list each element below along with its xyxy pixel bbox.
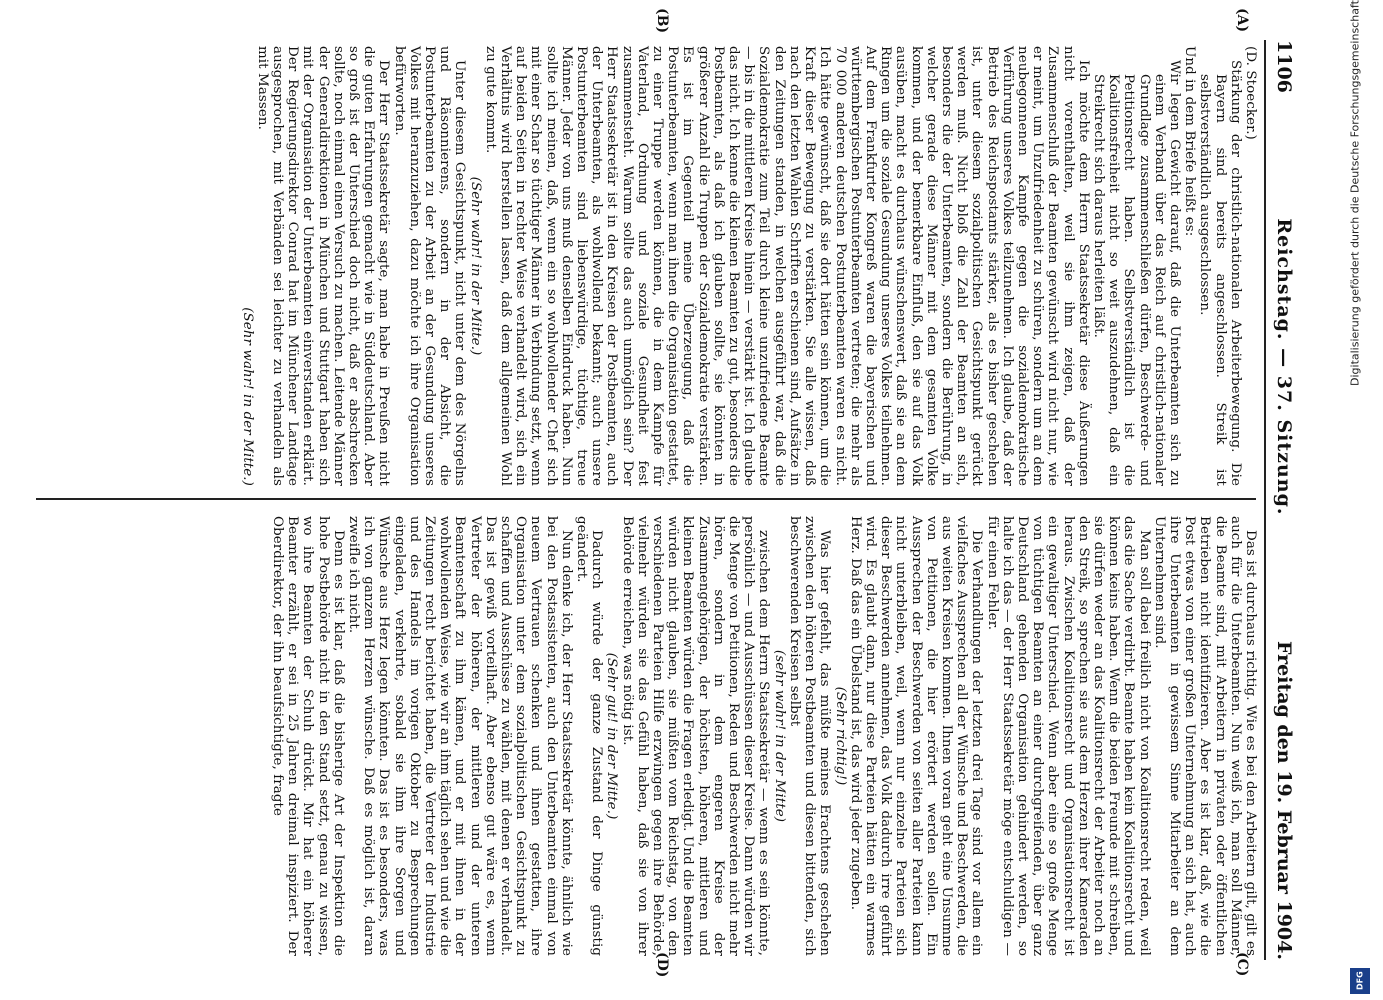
paragraph: Denn es ist klar, daß die bisherige Art der Inspektion die hohe Postbehörde nicht in den Stand setzt, genau zu wissen, wo ihre Beamten der Schuh drückt. Mir hat ein höherer Beamter erzählt, er sei in 25 Jahren dreimal inspiziert. Der Oberdirektor, der ihn beaufsichtigte, fragte bbox=[270, 516, 346, 956]
paragraph: (Sehr gut! in der Mitte.) bbox=[604, 652, 620, 820]
paragraph: Man soll dabei freilich nicht von Koalitionsrecht reden, weil das die Sache verdirbt. Beamte haben kein Koalitionsrecht und können keins haben. Wenn die beiden Freunde mit schreiben, sie dürfen weder an das Koalitionsrecht der Arbeiter noch an den Streik, so sprechen sie aus dem Herzen ihrer Kameraden heraus. Zwischen Koalitionsrecht und Organisationsrecht ist ein gewaltiger Unterschied. Wenn aber eine so große Menge von tüchtigen Beamten an einer durchgreifenden, über ganz Deutschland gehenden Organisation gehindert werden, so halte ich das — der Herr Staatssekretär möge entschuldigen — für einen Fehler. bbox=[984, 516, 1152, 956]
paragraph: (D. Stoecker.) bbox=[1243, 46, 1258, 140]
header-title: Reichstag. — 37. Sitzung. bbox=[1273, 218, 1295, 516]
paragraph: (sehr wahr! in der Mitte) bbox=[771, 649, 787, 823]
paragraph: Ich möchte dem Herrn Staatssekretär diese Äußerungen nicht vorenthalten, weil sie ihm zeigen, daß der Zusammenschluß der Beamten gewünscht wird nicht nur, wie er meint, um Unzufriedenheit zu schüren, sondern um an dem neubegonnenen Kampfe gegen die sozialdemokratische Verführung unseres Volkes teilzunehmen. Ich glaube, daß der Betrieb des Reichspostamts stärker, als es bisher geschehen ist, unter diesem sozialpolitischen Gesichtspunkt gerückt werden muß. Nicht bloß die Zahl der Beamten an sich, besonders die der Unterbeamten, sondern die Berührung, in welcher gerade diese Männer mit dem gesamten Volke kommen, und der bemerkbare Einfluß, den sie auf das Volk ausüben, macht es durchaus wünschenswert, daß sie an dem Ringen um die soziale Gesundung unseres Volkes teilnehmen. Auf dem Frankfurter Kongreß waren die bayerischen und württembergischen Postunterbeamten vertreten; die mehr als 70 000 anderen deutschen Postunterbeamten waren es nicht. Ich hätte gewünscht, daß sie dort hätten sein können, um die Kraft dieser Bewegung zu verstärken. Sie alle wissen, daß nach den letzten Wahlen Schriften erschienen sind, Aufsätze in den Zeitungen standen, in welchen ausgeführt war, daß die Sozialdemokratie zum Teil durch kleine unzufriedene Beamte — bis in die mittleren Kreise hinein — verstärkt ist. Ich glaube das nicht. Ich kenne die kleinen Beamten zu gut, besonders die Postbeamten, als daß ich glauben sollte, sie könnten in größerer Anzahl die Truppen der Sozialdemokratie verstärken. Es ist im Gegenteil meine Überzeugung, daß die Postunterbeamten, wenn man ihnen die Organisation gestattet, zu einer Truppe werden können, die in dem Kampfe für Vaterland, Ordnung und soziale Gesundheit fest zusammensteht. Warum sollte das auch unmöglich sein? Der Herr Staatssekretär ist in den Kreisen der Postbeamten, auch der Unterbeamten, als wohlwollend bekannt; auch unsere Postunterbeamten sind liebenswürdige, tüchtige, treue Männer. Jeder von uns muß denselben Eindruck haben. Nun sollte ich meinen, daß, wenn ein so wohlwollender Chef sich mit einer Schar so tüchtiger Männer in Verbindung setzt, wenn auf beiden Seiten in rechter Weise verhandelt wird, sich ein Verhältnis wird herstellen lassen, daß dem allgemeinen Wohl zu gute kommt. bbox=[482, 46, 1091, 486]
paragraph: Was hier gefehlt, das müßte meines Erachtens geschehen zwischen den höheren Postbeamten und diesen bittenden, sich beschwerenden Kreisen selbst bbox=[786, 516, 833, 956]
rotated-page bbox=[10, 0, 1310, 1000]
paragraph: Stärkung der christlich-nationalen Arbeiterbewegung. Die Bayern sind bereits angeschlossen. Streik ist selbstverständlich ausgeschlossen. bbox=[1197, 60, 1243, 486]
paragraph: (Sehr wahr! in der Mitte.) bbox=[239, 307, 255, 486]
digitization-credit: Digitalisierung gefördert durch die Deutsche Forschungsgemeinschaft bbox=[1348, 0, 1362, 386]
right-column bbox=[270, 516, 1258, 956]
margin-mark-b: (B) bbox=[654, 8, 670, 34]
column-divider bbox=[36, 498, 1256, 500]
page-header bbox=[1264, 40, 1302, 960]
paragraph: (Sehr wahr! in der Mitte.) bbox=[467, 176, 483, 356]
page-number: 1106 bbox=[1273, 40, 1295, 93]
paragraph: Der Herr Staatssekretär sagte, man habe in Preußen nicht die guten Erfahrungen gemacht wie in Süddeutschland. Aber so groß ist der Unterschied doch nicht, daß er abschrecken sollte, noch einmal einen Versuch zu machen. Leitende Männer der Generaldirektionen in München und Stuttgart haben sich mit der Organisation der Unterbeamten einverstanden erklärt. Der Regierungsdirektor Conrad hat im Münchener Landtage ausgesprochen, mit Verbänden sei leichter zu verhandeln als mit Massen. bbox=[254, 46, 392, 486]
paragraph: Und in dem Briefe heißt es: bbox=[1182, 46, 1198, 237]
paragraph: Wir legen Gewicht darauf, daß die Unterbeamten sich zu einem Verband über das Reich auf christlich-nationaler Grundlage zusammenschließen dürfen, Beschwerde- und Petitionsrecht haben. Selbstverständlich ist die Koalitionsfreiheit nicht so weit auszudehnen, daß ein Streikrecht sich daraus herleiten läßt. bbox=[1090, 60, 1182, 486]
paragraph: Die Verhandlungen der letzten drei Tage sind vor allem ein vielfaches Aussprechen all der Wünsche und Beschwerden, die aus weiten Kreisen kommen. Ihnen voran geht eine Unsumme von Petitionen, die hier erörtert werden sollen. Ein Aussprechen der Beschwerden von seiten aller Parteien kann nicht unterbleiben, weil, wenn nur einzelne Parteien sich dieser Beschwerden annehmen, das Volk dadurch irre geführt wird. Es glaubt dann, nur diese Parteien hätten ein warmes Herz. Daß das ein Übelstand ist, das wird jeder zugeben. bbox=[847, 516, 985, 956]
paragraph: Das ist durchaus richtig. Wie es bei den Arbeitern gilt, gilt es auch für die Unterbeamten. Nun weiß ich, man soll Männer, die Beamte sind, mit Arbeitern in privaten oder öffentlichen Betrieben nicht identifizieren. Aber es ist klar, daß, wie die Post etwas von einer großen Unternehmung an sich hat, auch ihre Unterbeamten in gewissem Sinne Mitarbeiter an dem Unternehmen sind. bbox=[1151, 516, 1258, 956]
margin-mark-a: (A) bbox=[1234, 8, 1250, 33]
paragraph: Dadurch würde der ganze Zustand der Dinge günstig geändert. bbox=[574, 516, 605, 956]
margin-mark-d: (D) bbox=[654, 952, 670, 978]
paragraph: Unter diesem Gesichtspunkt, nicht unter dem des Nörgelns und Räsonnierens, sondern in der Absicht, die Postunterbeamten zu der Arbeit an der Gesundung unseres Volkes mit heranzuziehen, dazu möchte ich ihre Organisation befürworten. bbox=[391, 46, 468, 486]
paragraph: zwischen dem Herrn Staatssekretär — wenn es sein könnte, persönlich — und Ausschüssen dieser Kreise. Dann würden wir die Menge von Petitionen, Reden und Beschwerden nicht mehr hören, sondern in dem engeren Kreise der Zusammengehörigen, der höchsten, höheren, mittleren und kleinen Beamten würden die Fragen erledigt. Und die Beamten würden nicht glauben, sie müßten vom Reichstag, von den verschiedenen Parteien Hilfe erzwingen gegen ihre Behörde, vielmehr würden sie das Gefühl haben, daß sie von ihrer Behörde erreichen, was nötig ist. bbox=[619, 516, 772, 956]
paragraph: Nun denke ich, der Herr Staatssekretär könnte, ähnlich wie bei den Postassistenten, auch den Unterbeamten einmal von neuem Vertrauen schenken und ihnen gestatten, ihre Organisation unter dem sozialpolitischen Gesichtspunkt zu schaffen und Ausschüsse zu wählen, mit denen er verhandelt. Das ist gewiß vorteilhaft. Aber ebenso gut wäre es, wenn Vertreter der höheren, der mittleren und der unteren Beamtenschaft zu ihm kämen, und er mit ihnen in der wohlwollenden Weise, wie wir an ihm täglich sehen und wie die Zeitungen recht berichtet haben, die Vertreter der Industrie und des Handels im vorigen Oktober zu Besprechungen eingeladen, verkehrte, sobald sie ihm ihre Sorgen und Wünsche aus Herz legen könnten. Das ist es besonders, was ich von ganzem Herzen wünsche. Daß es möglich ist, daran zweifle ich nicht. bbox=[346, 516, 574, 956]
left-column bbox=[239, 46, 1258, 486]
paragraph: (Sehr richtig!) bbox=[832, 686, 848, 786]
dfg-logo: DFG bbox=[1350, 968, 1370, 994]
margin-mark-c: (C) bbox=[1234, 952, 1250, 977]
header-date: Freitag den 19. Februar 1904. bbox=[1273, 640, 1295, 960]
